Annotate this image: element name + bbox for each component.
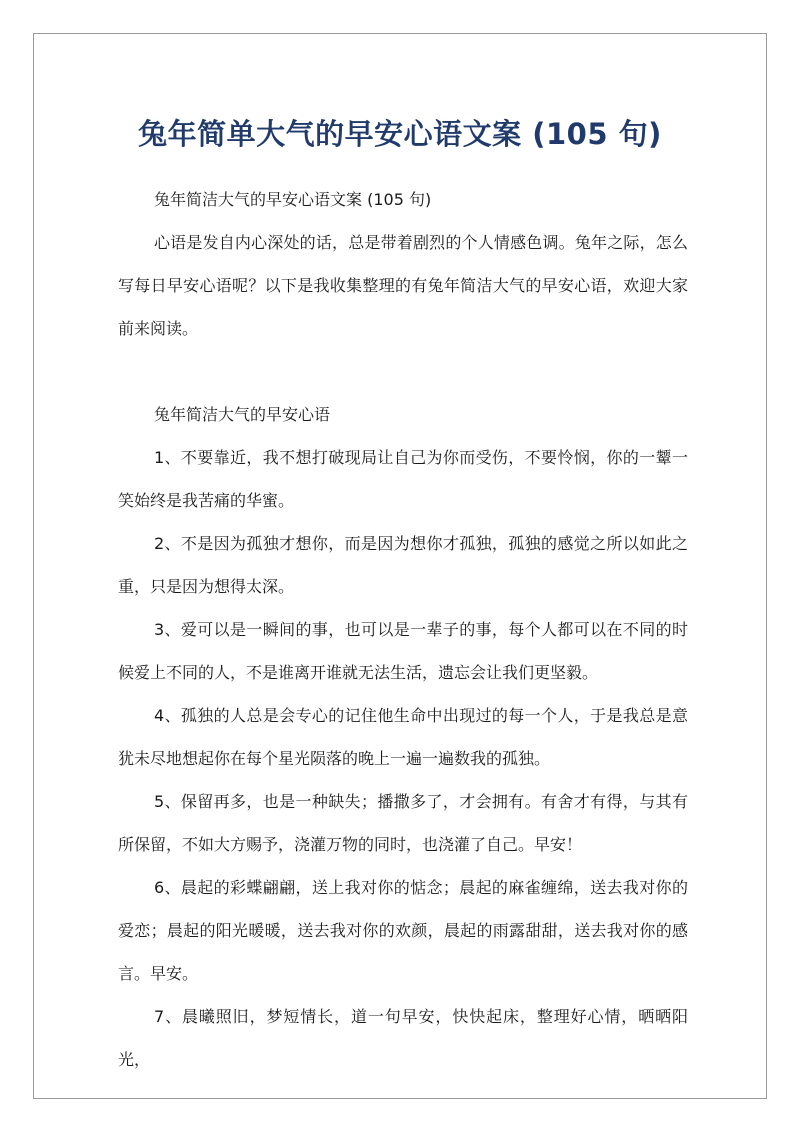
document-body [118,178,688,1081]
paragraph-spacer [118,350,688,393]
section-heading: 兔年简洁大气的早安心语 [154,405,331,424]
list-item-1: 1、不要靠近，我不想打破现局让自己为你而受伤，不要怜悯，你的一颦一笑始终是我苦痛的华蜜。 [118,448,688,510]
list-item-3: 3、爱可以是一瞬间的事，也可以是一辈子的事，每个人都可以在不同的时候爱上不同的人，不是谁离开谁就无法生活，遗忘会让我们更坚毅。 [118,620,688,682]
list-item-2: 2、不是因为孤独才想你，而是因为想你才孤独，孤独的感觉之所以如此之重，只是因为想得太深。 [118,534,688,596]
list-item-5: 5、保留再多，也是一种缺失；播撒多了，才会拥有。有舍才有得，与其有所保留，不如大方赐予，浇灌万物的同时，也浇灌了自己。早安！ [118,792,688,854]
list-item-4: 4、孤独的人总是会专心的记住他生命中出现过的每一个人，于是我总是意犹未尽地想起你在每个星光陨落的晚上一遍一遍数我的孤独。 [118,706,688,768]
subtitle-paragraph: 兔年简洁大气的早安心语文案 (105 句) [154,190,432,209]
intro-paragraph: 心语是发自内心深处的话，总是带着剧烈的个人情感色调。兔年之际，怎么写每日早安心语呢？以下是我收集整理的有兔年简洁大气的早安心语，欢迎大家前来阅读。 [118,233,688,338]
list-item-6: 6、晨起的彩蝶翩翩，送上我对你的惦念；晨起的麻雀缠绵，送去我对你的爱恋；晨起的阳光暖暖，送去我对你的欢颜，晨起的雨露甜甜，送去我对你的感言。早安。 [118,878,688,983]
document-title: 兔年简单大气的早安心语文案 (105 句) [138,117,662,151]
list-item-7: 7、晨曦照旧，梦短情长，道一句早安，快快起床，整理好心情，晒晒阳光， [118,1007,688,1069]
